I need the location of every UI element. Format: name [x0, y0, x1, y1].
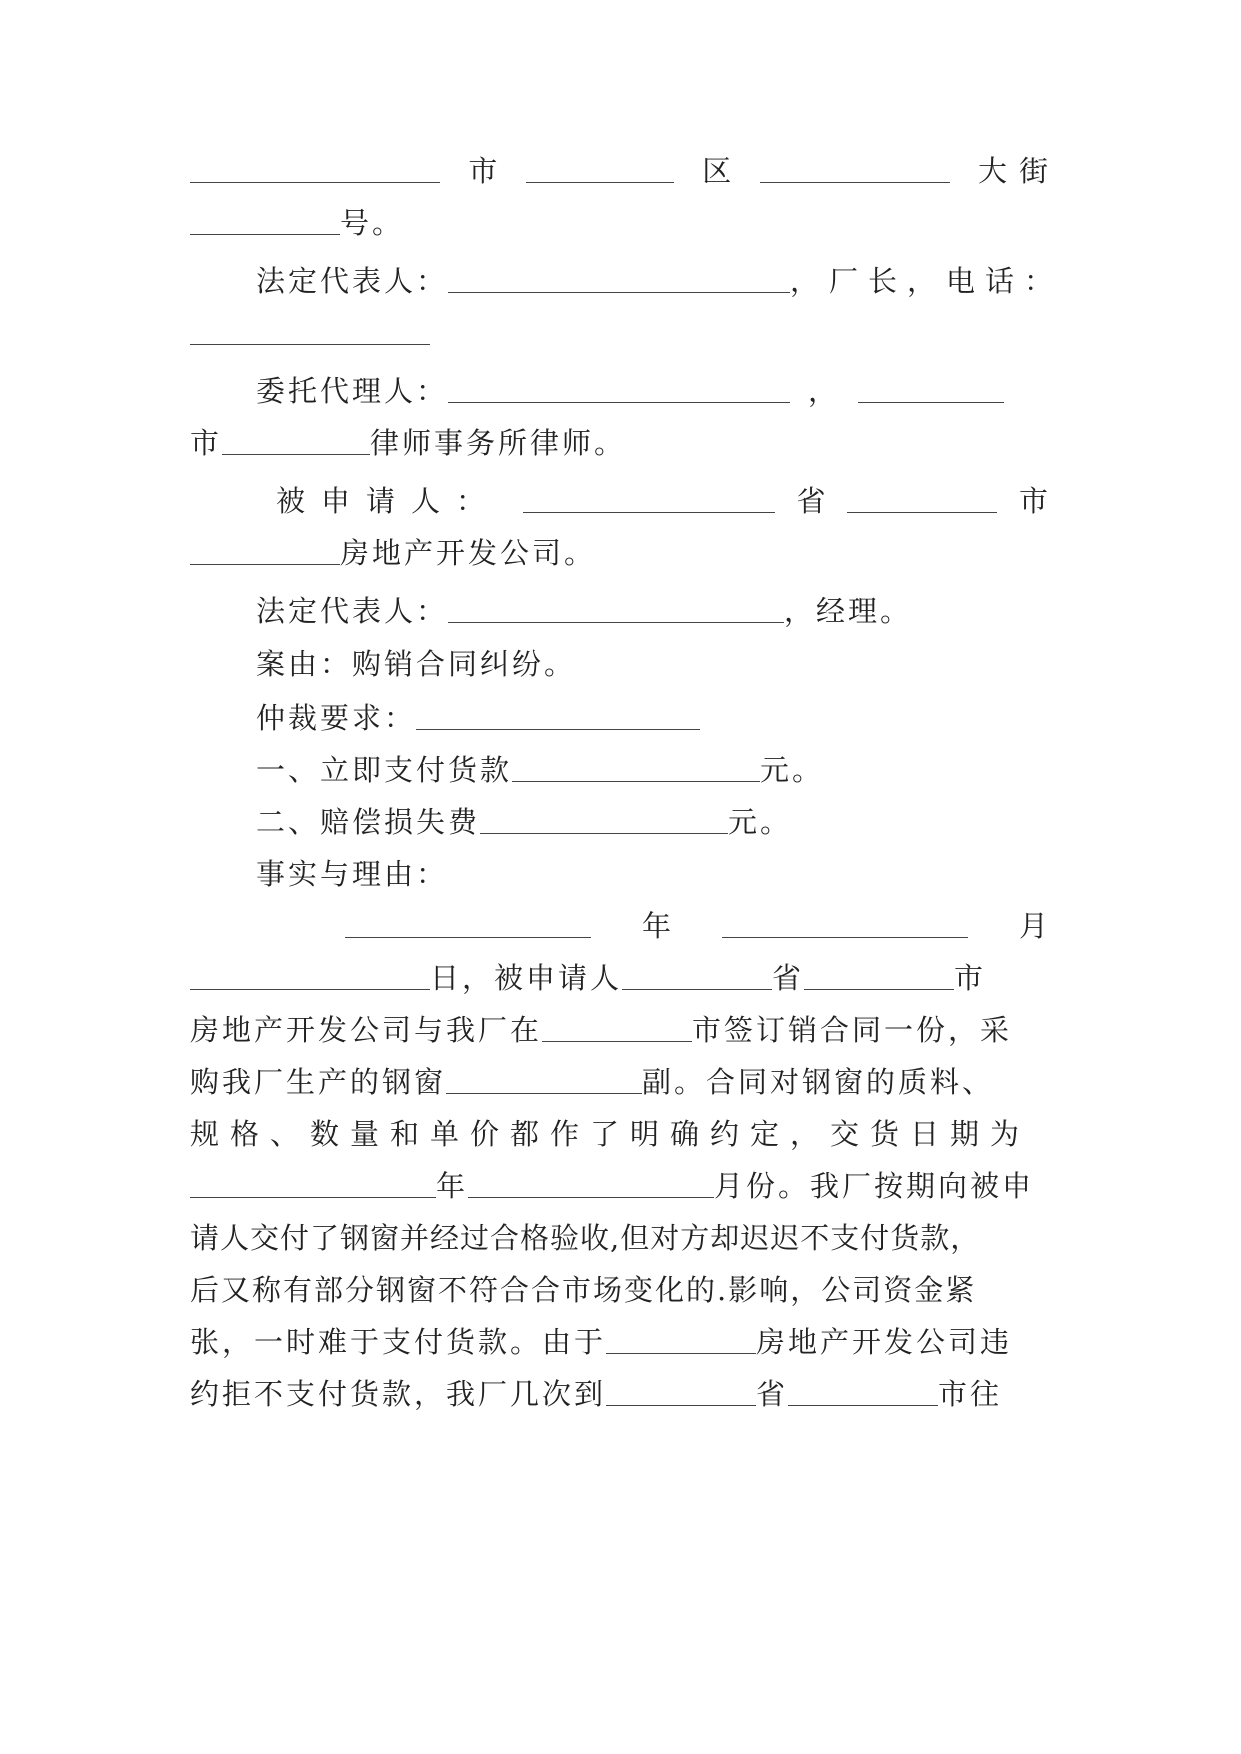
fill-blank [847, 486, 997, 513]
fill-blank [448, 596, 784, 623]
line-text: 月 [1018, 908, 1048, 943]
fill-blank [804, 963, 954, 990]
line-text: 委托代理人： [256, 373, 449, 408]
line-14 [256, 846, 1048, 898]
line-7 [276, 473, 1048, 525]
line-text: 副。合同对钢窗的质料、 [642, 1064, 995, 1099]
fill-blank [523, 486, 775, 513]
line-17 [190, 1002, 1048, 1054]
line-24 [190, 1366, 1048, 1418]
fill-blank [722, 911, 968, 938]
line-text: ， [808, 373, 841, 408]
line-18 [190, 1054, 1048, 1106]
line-text: 请人交付了钢窗并经过合格验收,但对方却迟迟不支付货款， [190, 1220, 981, 1255]
line-text: 市 [954, 960, 987, 995]
line-text: 约拒不支付货款，我厂几次到 [190, 1376, 607, 1411]
line-text: 年 [436, 1168, 469, 1203]
line-text: 房地产开发公司。 [340, 535, 597, 570]
line-text: 年 [641, 908, 671, 943]
line-21 [190, 1210, 1048, 1262]
line-15 [345, 898, 1048, 950]
fill-blank [190, 1171, 436, 1198]
line-text: 购我厂生产的钢窗 [190, 1064, 447, 1099]
line-text: 区 [702, 153, 732, 188]
fill-blank [542, 1015, 692, 1042]
line-text: 仲裁要求： [256, 700, 417, 735]
line-text: 一、立即支付货款 [256, 752, 513, 787]
line-11 [256, 690, 1048, 742]
fill-blank [468, 1171, 714, 1198]
fill-blank [512, 755, 760, 782]
fill-blank [190, 963, 430, 990]
line-text: 后又称有部分钢窗不符合合市场变化的.影响，公司资金紧 [190, 1272, 977, 1307]
fill-blank [622, 963, 772, 990]
line-9 [256, 583, 1048, 635]
fill-blank [222, 428, 370, 455]
line-22 [190, 1262, 1048, 1314]
fill-blank [190, 318, 430, 345]
line-19 [190, 1106, 1048, 1158]
line-text: ，厂长，电话： [790, 263, 1064, 298]
fill-blank [526, 156, 674, 183]
line-text: 市往 [938, 1376, 1003, 1411]
line-text: 市签订销合同一份，采 [692, 1012, 1013, 1047]
line-text: 省 [796, 483, 826, 518]
line-text: 元。 [728, 804, 793, 839]
line-5 [256, 363, 1048, 415]
line-12 [256, 742, 1048, 794]
line-text: 元。 [760, 752, 825, 787]
fill-blank [448, 376, 790, 403]
line-text: 规格、数量和单价都作了明确约定，交货日期为 [190, 1116, 1031, 1151]
fill-blank [416, 703, 700, 730]
line-text: 张，一时难于支付货款。由于 [190, 1324, 607, 1359]
line-text: 律师事务所律师。 [370, 425, 627, 460]
fill-blank [760, 156, 950, 183]
line-text: 案由：购销合同纠纷。 [256, 646, 577, 681]
line-text: 法定代表人： [256, 593, 449, 628]
line-2 [190, 195, 1048, 247]
line-3 [256, 253, 1064, 305]
line-13 [256, 794, 1048, 846]
line-23 [190, 1314, 1048, 1366]
fill-blank [190, 538, 340, 565]
line-16 [190, 950, 1048, 1002]
line-text: 省 [772, 960, 805, 995]
line-text: 大街 [977, 153, 1060, 188]
line-text: 二、赔偿损失费 [256, 804, 481, 839]
line-text: 月份。我厂按期向被申 [714, 1168, 1035, 1203]
line-text: 号。 [340, 205, 405, 240]
fill-blank [448, 266, 790, 293]
fill-blank [858, 376, 1004, 403]
fill-blank [446, 1067, 642, 1094]
fill-blank [606, 1379, 756, 1406]
line-20 [190, 1158, 1048, 1210]
fill-blank [480, 807, 728, 834]
line-text: 省 [756, 1376, 789, 1411]
line-10 [256, 636, 1048, 688]
line-text: 市 [468, 153, 498, 188]
fill-blank [190, 208, 340, 235]
line-text: 市 [1018, 483, 1048, 518]
line-text: ，经理。 [784, 593, 913, 628]
line-text: 事实与理由： [256, 856, 449, 891]
line-text: 法定代表人： [256, 263, 449, 298]
line-4 [190, 305, 1048, 357]
line-6 [190, 415, 1048, 467]
line-text: 市 [190, 425, 223, 460]
line-1 [190, 143, 1060, 195]
line-text: 被申请人： [276, 483, 502, 518]
fill-blank [788, 1379, 938, 1406]
fill-blank [190, 156, 440, 183]
line-text: 房地产开发公司与我厂在 [190, 1012, 543, 1047]
fill-blank [345, 911, 591, 938]
fill-blank [606, 1327, 756, 1354]
line-text: 日，被申请人 [430, 960, 623, 995]
line-8 [190, 525, 1048, 577]
line-text: 房地产开发公司违 [756, 1324, 1013, 1359]
